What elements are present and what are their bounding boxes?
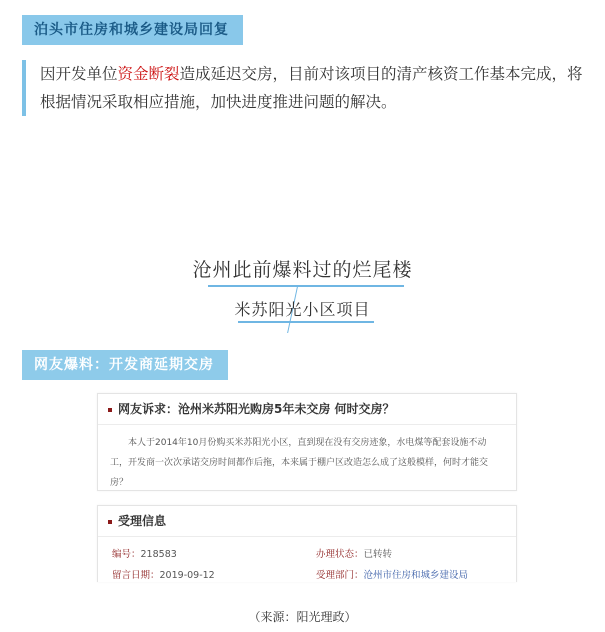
info-header — [98, 506, 516, 537]
complaint-header — [98, 394, 516, 425]
info-number — [112, 546, 177, 560]
info-dept — [316, 567, 468, 581]
title-divider — [208, 285, 404, 287]
reply-text-post: 造成延迟交房，目前对该项目的清产核资工作基本完成，将根据情况采取相应措施，加快进度推进问题的解决。 — [40, 65, 583, 111]
info-card — [97, 505, 517, 582]
status-value: 已转转 — [363, 549, 393, 560]
source-caption: （来源：阳光理政） — [248, 610, 357, 624]
subtitle-divider — [238, 321, 374, 323]
bullet-icon — [108, 408, 112, 412]
status-label: 办理状态： — [316, 549, 364, 560]
info-title: 受理信息 — [118, 514, 167, 528]
number-label: 编号： — [112, 549, 141, 560]
section-title: 沧州此前爆料过的烂尾楼 — [192, 259, 413, 281]
dept-link[interactable]: 沧州市住房和城乡建设局 — [363, 570, 469, 581]
reply-text-highlight: 资金断裂 — [117, 65, 180, 83]
date-label: 留言日期： — [112, 570, 160, 581]
reply-text-pre: 因开发单位 — [40, 65, 118, 83]
reply-quote — [22, 60, 588, 116]
complaint-title: 网友诉求：沧州米苏阳光购房5年未交房 何时交房？ — [118, 402, 395, 416]
bullet-icon — [108, 520, 112, 524]
number-value: 218583 — [140, 549, 177, 560]
dept-label: 受理部门： — [316, 570, 364, 581]
complaint-body: 本人于2014年10月份购买米苏阳光小区，直到现在没有交房迹象，水电煤等配套设施不动工，开发商一次次承诺交房时间都作后拖，本来属于棚户区改造怎么成了这般模样，何时才能交房？ — [110, 438, 489, 488]
date-value: 2019-09-12 — [159, 570, 215, 581]
section-subtitle: 米苏阳光小区项目 — [234, 300, 371, 319]
netizen-tag: 网友爆料：开发商延期交房 — [22, 350, 228, 380]
reply-source-tag: 泊头市住房和城乡建设局回复 — [22, 15, 243, 45]
info-status — [316, 546, 392, 560]
complaint-card — [97, 393, 517, 491]
info-date — [112, 567, 215, 581]
